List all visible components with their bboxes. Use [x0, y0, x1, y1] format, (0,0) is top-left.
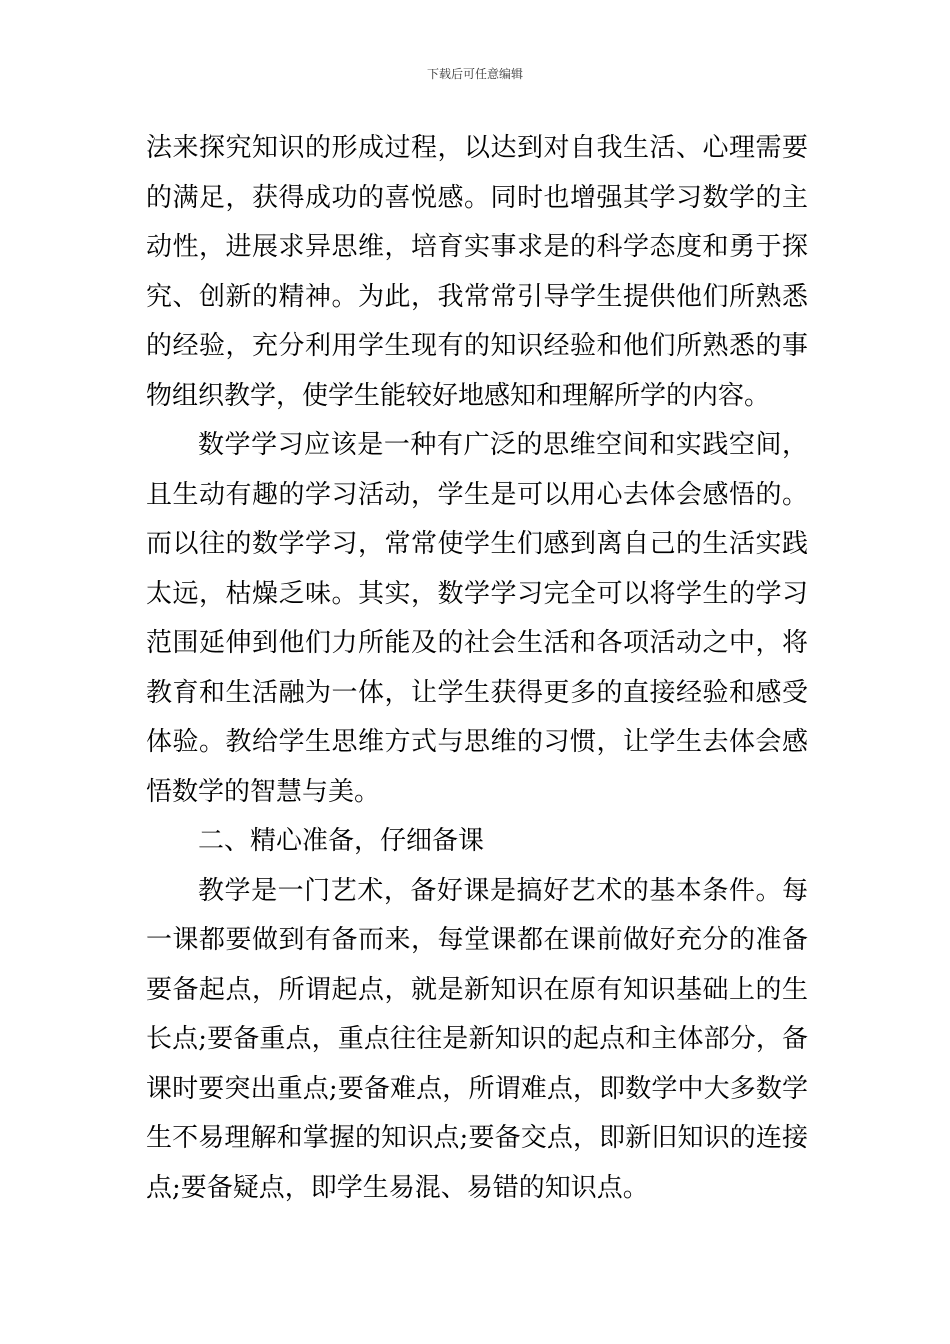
text-line: 生不易理解和掌握的知识点;要备交点，即新旧知识的连接: [146, 1123, 808, 1153]
text-line: 教学是一门艺术，备好课是搞好艺术的基本条件。每: [198, 875, 808, 906]
text-line: 物组织教学，使学生能较好地感知和理解所学的内容。: [146, 380, 771, 411]
text-line: 动性，进展求异思维，培育实事求是的科学态度和勇于探: [146, 232, 808, 262]
document-body: [146, 124, 808, 1213]
text-line: 教育和生活融为一体，让学生获得更多的直接经验和感受: [146, 677, 808, 708]
text-line: 数学学习应该是一种有广泛的思维空间和实践空间，: [198, 430, 808, 460]
text-line: 长点;要备重点，重点往往是新知识的起点和主体部分，备: [146, 1024, 808, 1054]
text-line: 法来探究知识的形成过程，以达到对自我生活、心理需要: [146, 133, 808, 163]
text-line: 范围延伸到他们力所能及的社会生活和各项活动之中，将: [146, 628, 808, 658]
section-heading: 二、精心准备，仔细备课: [198, 826, 485, 856]
text-line: 要备起点，所谓起点，就是新知识在原有知识基础上的生: [146, 974, 808, 1005]
text-line: 体验。教给学生思维方式与思维的习惯，让学生去体会感: [146, 727, 808, 757]
text-line: 点;要备疑点，即学生易混、易错的知识点。: [146, 1172, 649, 1203]
header-note: 下载后可任意编辑: [426, 67, 523, 81]
text-line: 课时要突出重点;要备难点，所谓难点，即数学中大多数学: [146, 1073, 808, 1104]
text-line: 究、创新的精神。为此，我常常引导学生提供他们所熟悉: [146, 281, 808, 312]
text-line: 且生动有趣的学习活动，学生是可以用心去体会感悟的。: [146, 479, 808, 510]
text-line: 的满足，获得成功的喜悦感。同时也增强其学习数学的主: [146, 182, 808, 213]
text-line: 太远，枯燥乏味。其实，数学学习完全可以将学生的学习: [146, 578, 808, 609]
text-line: 而以往的数学学习，常常使学生们感到离自己的生活实践: [146, 529, 808, 559]
text-line: 悟数学的智慧与美。: [146, 776, 381, 807]
text-line: 的经验，充分利用学生现有的知识经验和他们所熟悉的事: [146, 331, 808, 361]
text-line: 一课都要做到有备而来，每堂课都在课前做好充分的准备: [146, 925, 808, 955]
